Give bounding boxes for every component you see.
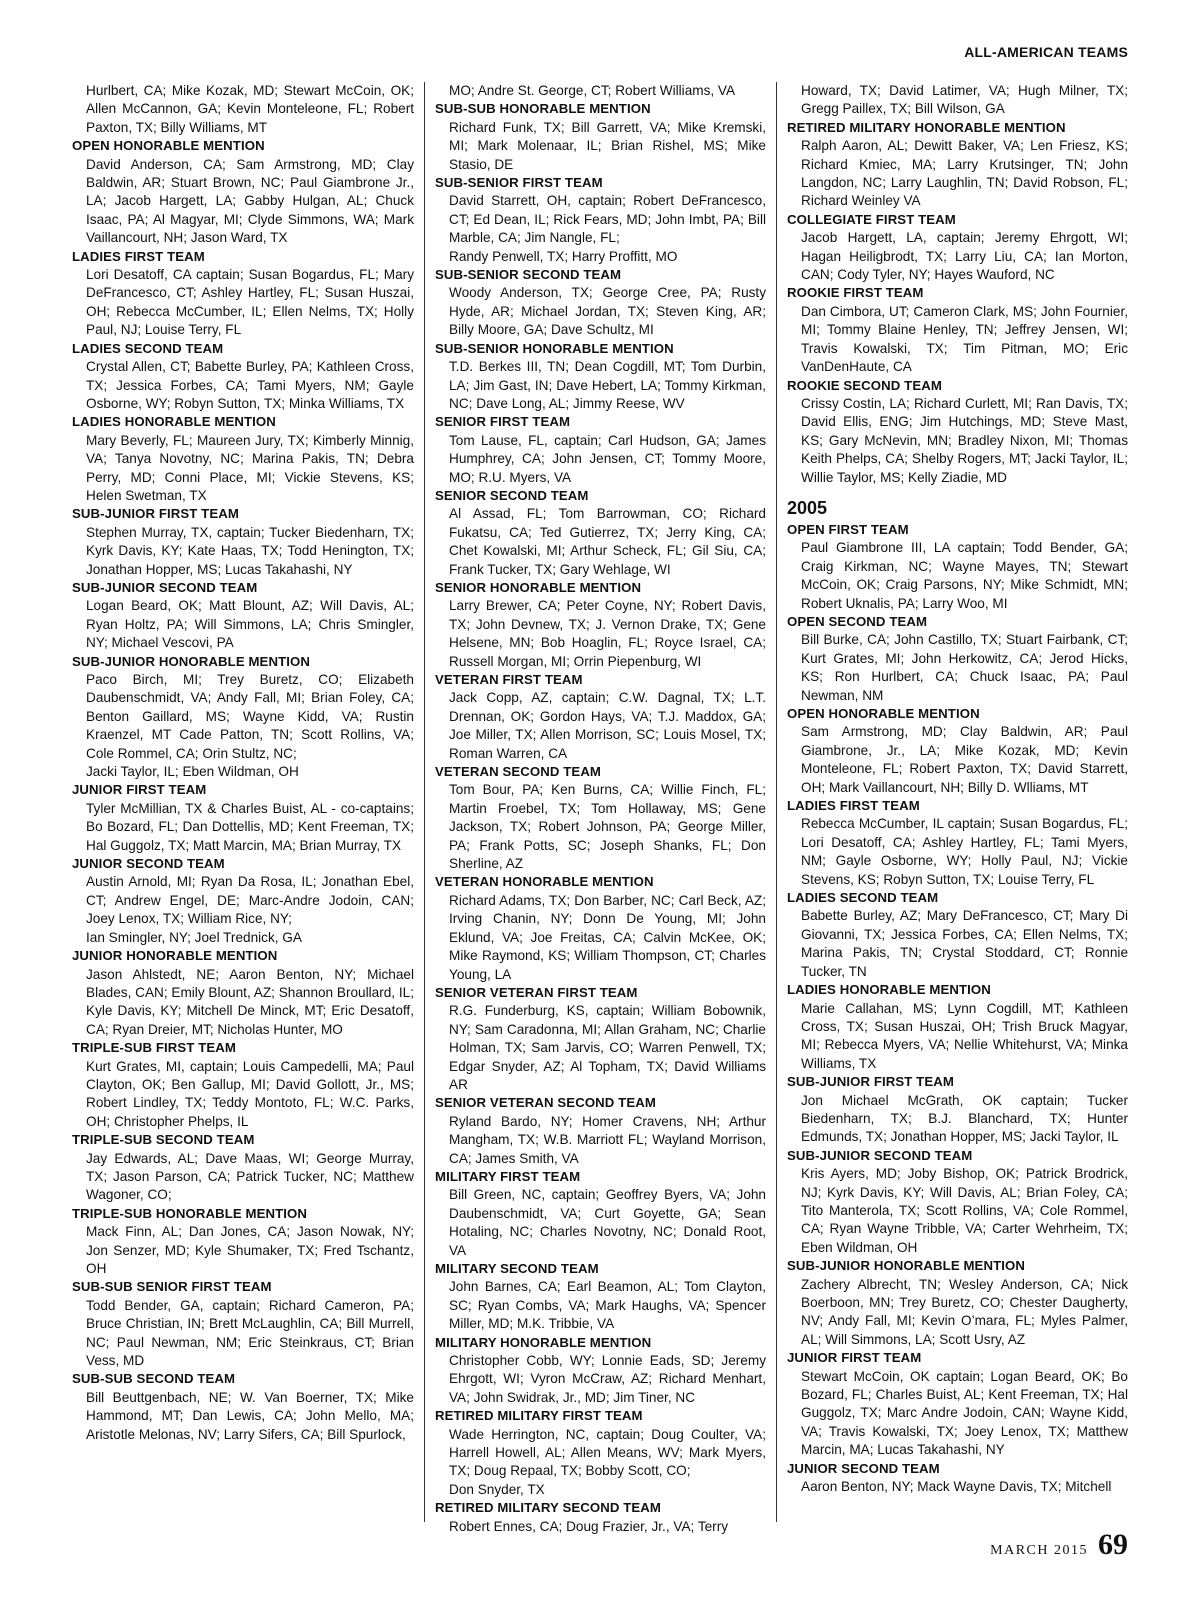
player-list: David Anderson, CA; Sam Armstrong, MD; Clay Baldwin, AR; Stuart Brown, NC; Paul Giambrone Jr., LA; Jacob Hargett, LA; Gabby Hulgan, AL; Chuck Isaac, PA; Al Magyar, MI; Clyde Simmons, WA; Mark Vaillancourt, NH; Jason Ward, TX [86, 156, 414, 246]
team-section [435, 579, 766, 671]
team-section [435, 174, 766, 248]
team-heading: SENIOR SECOND TEAM [435, 487, 589, 503]
team-section [787, 1257, 1128, 1349]
continued-entry [435, 1481, 766, 1499]
player-list: Randy Penwell, TX; Harry Proffitt, MO [449, 248, 678, 264]
team-heading: COLLEGIATE FIRST TEAM [787, 211, 956, 227]
player-list: Howard, TX; David Latimer, VA; Hugh Milner, TX; Gregg Paillex, TX; Bill Wilson, GA [801, 83, 1128, 117]
team-section [435, 1334, 766, 1408]
team-heading: LADIES SECOND TEAM [72, 340, 224, 356]
player-list: Don Snyder, TX [449, 1481, 545, 1497]
team-section [787, 797, 1128, 889]
team-heading: SENIOR FIRST TEAM [435, 414, 571, 430]
player-list: Jacob Hargett, LA, captain; Jeremy Ehrgott, WI; Hagan Heiligbrodt, TX; Larry Liu, CA; Ian Morton, CAN; Cody Tyler, NY; Hayes Wauford, NC [801, 230, 1128, 283]
article-columns [72, 82, 1128, 1534]
team-heading: MILITARY HONORABLE MENTION [435, 1334, 652, 1350]
player-list: Jacki Taylor, IL; Eben Wildman, OH [86, 764, 299, 780]
team-section [435, 1094, 766, 1168]
team-heading: ROOKIE FIRST TEAM [787, 285, 924, 301]
team-heading: SUB-SENIOR SECOND TEAM [435, 267, 622, 283]
player-list: Lori Desatoff, CA captain; Susan Bogardus, FL; Mary DeFrancesco, CT; Ashley Hartley, FL; Susan Huszai, OH; Rebecca McCumber, IL; Ellen Nelms, TX; Holly Paul, NJ; Louise Terry, FL [86, 267, 414, 338]
player-list: Bill Green, NC, captain; Geoffrey Byers, VA; John Daubenschmidt, VA; Curt Goyette, GA; Sean Hotaling, NC; Charles Novotny, NC; Donald Root, VA [449, 1187, 766, 1258]
player-list: Logan Beard, OK; Matt Blount, AZ; Will Davis, AL; Ryan Holtz, PA; Will Simmons, LA; Chris Smingler, NY; Michael Vescovi, PA [86, 598, 414, 651]
player-list: Jack Copp, AZ, captain; C.W. Dagnal, TX; L.T. Drennan, OK; Gordon Hays, VA; T.J. Maddox, GA; Joe Miller, TX; Allen Morrison, SC; Louis Mosel, TX; Roman Warren, CA [449, 690, 766, 761]
team-heading: SUB-SUB SENIOR FIRST TEAM [72, 1279, 272, 1295]
team-section [787, 705, 1128, 797]
continued-entry [787, 82, 1128, 119]
team-section [72, 653, 414, 763]
player-list: Al Assad, FL; Tom Barrowman, CO; Richard Fukatsu, CA; Ted Gutierrez, TX; Jerry King, CA; Chet Kowalski, MI; Arthur Scheck, FL; Gil Siu, CA; Frank Tucker, TX; Gary Wehlage, WI [449, 506, 766, 577]
team-section [72, 340, 414, 414]
player-list: Jason Ahlstedt, NE; Aaron Benton, NY; Michael Blades, CAN; Emily Blount, AZ; Shannon Broullard, IL; Kyle Davis, KY; Mitchell De Minck, MT; Eric Desatoff, CA; Ryan Dreier, MT; Nicholas Hunter, MO [86, 966, 414, 1037]
team-section [72, 1370, 414, 1444]
player-list: Paul Giambrone III, LA captain; Todd Bender, GA; Craig Kirkman, NC; Wayne Mayes, TN; Stewart McCoin, OK; Craig Parsons, NY; Mike Schmidt, MN; Robert Uknalis, PA; Larry Woo, MI [801, 540, 1128, 611]
team-section [72, 1039, 414, 1131]
team-section [787, 1147, 1128, 1257]
team-section [435, 763, 766, 873]
player-list: Richard Adams, TX; Don Barber, NC; Carl Beck, AZ; Irving Chanin, NY; Donn De Young, MI; John Eklund, VA; Joe Freitas, CA; Calvin McKee, OK; Mike Raymond, KS; William Thompson, CT; Charles Young, LA [449, 892, 766, 982]
team-heading: JUNIOR FIRST TEAM [787, 1350, 922, 1366]
player-list: Larry Brewer, CA; Peter Coyne, NY; Robert Davis, TX; John Devnew, TX; J. Vernon Drake, TX; Gene Helsene, MN; Bob Hoaglin, FL; Royce Israel, CA; Russell Morgan, MI; Orrin Piepenburg, WI [449, 598, 766, 669]
team-heading: LADIES HONORABLE MENTION [72, 414, 276, 430]
player-list: Bill Burke, CA; John Castillo, TX; Stuart Fairbank, CT; Kurt Grates, MI; John Herkowitz, CA; Jerod Hicks, KS; Ron Hurlbert, CA; Chuck Isaac, PA; Paul Newman, NM [801, 632, 1128, 703]
player-list: Ryland Bardo, NY; Homer Cravens, NH; Arthur Mangham, TX; W.B. Marriott FL; Wayland Morrison, CA; James Smith, VA [449, 1113, 766, 1166]
team-section [72, 579, 414, 653]
team-section [72, 855, 414, 929]
team-section [435, 340, 766, 414]
team-heading: SUB-JUNIOR FIRST TEAM [787, 1074, 954, 1090]
team-heading: SUB-JUNIOR SECOND TEAM [787, 1147, 973, 1163]
player-list: Robert Ennes, CA; Doug Frazier, Jr., VA; Terry [449, 1518, 729, 1534]
team-section [787, 211, 1128, 285]
player-list: Kurt Grates, MI, captain; Louis Campedelli, MA; Paul Clayton, OK; Ben Gallup, MI; David Gollott, Jr., MS; Robert Lindley, TX; Teddy Montoto, FL; W.C. Parks, OH; Christopher Phelps, IL [86, 1058, 414, 1129]
player-list: Bill Beuttgenbach, NE; W. Van Boerner, TX; Mike Hammond, MT; Dan Lewis, CA; John Mello, MA; Aristotle Melonas, NV; Larry Sifers, CA; Bill Spurlock, [86, 1389, 414, 1442]
team-section [72, 505, 414, 579]
team-section [787, 1073, 1128, 1147]
year-section [787, 497, 1128, 519]
team-section [72, 137, 414, 247]
player-list: Stephen Murray, TX, captain; Tucker Biedenharn, TX; Kyrk Davis, KY; Kate Haas, TX; Todd Henington, TX; Jonathan Hopper, MS; Lucas Takahashi, NY [86, 524, 414, 577]
team-section [787, 981, 1128, 1073]
continued-entry [435, 248, 766, 266]
team-heading: ROOKIE SECOND TEAM [787, 377, 942, 393]
team-section [72, 1205, 414, 1279]
team-section [435, 1499, 766, 1536]
team-heading: MILITARY SECOND TEAM [435, 1261, 599, 1276]
team-heading: OPEN HONORABLE MENTION [787, 706, 980, 721]
team-heading: VETERAN SECOND TEAM [435, 764, 602, 780]
player-list: Mary Beverly, FL; Maureen Jury, TX; Kimberly Minnig, VA; Tanya Novotny, NC; Marina Pakis, TN; Debra Perry, MD; Conni Place, MI; Vickie Stevens, KS; Helen Swetman, TX [86, 432, 414, 503]
team-heading: TRIPLE-SUB HONORABLE MENTION [72, 1205, 308, 1221]
team-heading: OPEN SECOND TEAM [787, 613, 928, 629]
team-heading: JUNIOR FIRST TEAM [72, 782, 207, 798]
player-list: Wade Herrington, NC, captain; Doug Coulter, VA; Harrell Howell, AL; Allen Means, WV; Mark Myers, TX; Doug Repaal, TX; Bobby Scott, CO; [449, 1426, 766, 1479]
team-section [787, 889, 1128, 981]
player-list: Stewart McCoin, OK captain; Logan Beard, OK; Bo Bozard, FL; Charles Buist, AL; Kent Freeman, TX; Hal Guggolz, TX; Marc Andre Jodoin, CAN; Wayne Kidd, VA; Travis Kowalski, TX; Joey Lenox, TX; Matthew Marcin, MA; Lucas Takahashi, NY [801, 1368, 1128, 1458]
team-section [435, 671, 766, 763]
team-heading: SUB-JUNIOR HONORABLE MENTION [787, 1258, 1025, 1274]
player-list: Austin Arnold, MI; Ryan Da Rosa, IL; Jonathan Ebel, CT; Andrew Engel, DE; Marc-Andre Jodoin, CAN; Joey Lenox, TX; William Rice, NY; [86, 874, 414, 927]
page-number: 69 [1098, 1528, 1128, 1561]
team-section [435, 873, 766, 983]
player-list: T.D. Berkes III, TN; Dean Cogdill, MT; Tom Durbin, LA; Jim Gast, IN; Dave Hebert, LA; Tommy Kirkman, NC; Dave Long, AL; Jimmy Reese, WV [449, 359, 766, 411]
player-list: MO; Andre St. George, CT; Robert Williams, VA [449, 83, 736, 98]
team-section [787, 1460, 1128, 1497]
team-heading: JUNIOR SECOND TEAM [72, 856, 225, 872]
continued-entry [435, 82, 766, 100]
team-section [435, 100, 766, 174]
team-heading: TRIPLE-SUB SECOND TEAM [72, 1132, 255, 1148]
team-section [435, 413, 766, 487]
team-section [72, 1131, 414, 1205]
player-list: Christopher Cobb, WY; Lonnie Eads, SD; Jeremy Ehrgott, WI; Vyron McCraw, AZ; Richard Menhart, VA; John Swidrak, Jr., MD; Jim Tiner, NC [449, 1353, 766, 1405]
player-list: Kris Ayers, MD; Joby Bishop, OK; Patrick Brodrick, NJ; Kyrk Davis, KY; Will Davis, AL; Brian Foley, CA; Tito Manterola, TX; Scott Rollins, VA; Cole Rommel, CA; Ryan Wayne Tribble, VA; Carter Wehrheim, TX; Eben Wildman, OH [801, 1166, 1128, 1255]
player-list: Jay Edwards, AL; Dave Maas, WI; George Murray, TX; Jason Parson, CA; Patrick Tucker, NC; Matthew Wagoner, CO; [86, 1150, 414, 1203]
team-heading: LADIES FIRST TEAM [787, 798, 920, 814]
team-heading: VETERAN HONORABLE MENTION [435, 874, 654, 890]
team-heading: LADIES HONORABLE MENTION [787, 982, 991, 998]
team-heading: SUB-JUNIOR SECOND TEAM [72, 579, 258, 595]
team-heading: JUNIOR HONORABLE MENTION [72, 948, 278, 964]
player-list: John Barnes, CA; Earl Beamon, AL; Tom Clayton, SC; Ryan Combs, VA; Mark Haughs, VA; Spencer Miller, MD; M.K. Tribbie, VA [449, 1279, 766, 1332]
player-list: Dan Cimbora, UT; Cameron Clark, MS; John Fournier, MI; Tommy Blaine Henley, TN; Jeffrey Jensen, WI; Travis Kowalski, TX; Tim Pitman, MO; Eric VanDenHaute, CA [801, 303, 1128, 375]
team-section [72, 1278, 414, 1370]
team-heading: LADIES SECOND TEAM [787, 890, 939, 906]
year-heading: 2005 [787, 497, 828, 518]
running-head: ALL-AMERICAN TEAMS [964, 44, 1128, 60]
team-section [435, 487, 766, 579]
player-list: David Starrett, OH, captain; Robert DeFrancesco, CT; Ed Dean, IL; Rick Fears, MD; John Imbt, PA; Bill Marble, CA; Jim Nangle, FL; [449, 193, 766, 246]
continued-entry [72, 82, 414, 137]
player-list: Mack Finn, AL; Dan Jones, CA; Jason Nowak, NY; Jon Senzer, MD; Kyle Shumaker, TX; Fred Tschantz, OH [86, 1224, 414, 1276]
player-list: Ian Smingler, NY; Joel Trednick, GA [86, 929, 302, 945]
team-heading: SENIOR VETERAN SECOND TEAM [435, 1095, 656, 1111]
team-section [787, 119, 1128, 211]
continued-entry [72, 929, 414, 947]
team-section [787, 284, 1128, 376]
column-2 [424, 82, 776, 1534]
player-list: Crystal Allen, CT; Babette Burley, PA; Kathleen Cross, TX; Jessica Forbes, CA; Tami Myers, NM; Gayle Osborne, WY; Robyn Sutton, TX; Minka Williams, TX [86, 359, 414, 411]
team-heading: SUB-SUB HONORABLE MENTION [435, 101, 651, 117]
player-list: Ralph Aaron, AL; Dewitt Baker, VA; Len Friesz, KS; Richard Kmiec, MA; Larry Krutsinger, TN; John Langdon, NC; Larry Laughlin, TN; David Robson, FL; Richard Weinley VA [801, 138, 1128, 209]
team-heading: SENIOR HONORABLE MENTION [435, 579, 642, 595]
team-section [435, 1260, 766, 1334]
issue-date: MARCH 2015 [990, 1543, 1088, 1558]
team-section [435, 1407, 766, 1481]
team-heading: JUNIOR SECOND TEAM [787, 1460, 940, 1476]
player-list: Marie Callahan, MS; Lynn Cogdill, MT; Kathleen Cross, TX; Susan Huszai, OH; Trish Bruck Magyar, MI; Rebecca Myers, VA; Nellie Whitehurst, VA; Minka Williams, TX [801, 1000, 1128, 1071]
player-list: Crissy Costin, LA; Richard Curlett, MI; Ran Davis, TX; David Ellis, ENG; Jim Hutchings, MD; Steve Mast, KS; Gary McNevin, MN; Bradley Nixon, MI; Thomas Keith Phelps, CA; Shelby Rogers, MT; Jacki Taylor, IL; Willie Taylor, MS; Kelly Ziadie, MD [801, 395, 1128, 485]
team-heading: SENIOR VETERAN FIRST TEAM [435, 984, 638, 1000]
continued-entry [72, 763, 414, 781]
player-list: Rebecca McCumber, IL captain; Susan Bogardus, FL; Lori Desatoff, CA; Ashley Hartley, FL; Tami Myers, NM; Gayle Osborne, WY; Holly Paul, NJ; Vickie Stevens, KS; Robyn Sutton, TX; Louise Terry, FL [801, 816, 1128, 887]
team-section [72, 781, 414, 855]
player-list: Zachery Albrecht, TN; Wesley Anderson, CA; Nick Boerboon, MN; Trey Buretz, CO; Chester Daugherty, NV; Andy Fall, MI; Kevin O’mara, FL; Myles Palmer, AL; Will Simmons, LA; Scott Usry, AZ [801, 1276, 1128, 1347]
team-heading: RETIRED MILITARY HONORABLE MENTION [787, 119, 1066, 135]
column-3 [776, 82, 1128, 1522]
team-section [787, 613, 1128, 705]
team-heading: OPEN HONORABLE MENTION [72, 138, 265, 154]
player-list: Babette Burley, AZ; Mary DeFrancesco, CT; Mary Di Giovanni, TX; Jessica Forbes, CA; Ellen Nelms, TX; Marina Pakis, TN; Crystal Stoddard, CT; Ronnie Tucker, TN [801, 908, 1128, 979]
team-heading: OPEN FIRST TEAM [787, 521, 909, 537]
player-list: Todd Bender, GA, captain; Richard Cameron, PA; Bruce Christian, IN; Brett McLaughlin, CA; Bill Murrell, NC; Paul Newman, NM; Eric Steinkraus, CT; Brian Vess, MD [86, 1297, 414, 1369]
team-section [72, 248, 414, 340]
player-list: Tom Bour, PA; Ken Burns, CA; Willie Finch, FL; Martin Froebel, TX; Tom Hollaway, MS; Gene Jackson, TX; Robert Johnson, PA; George Miller, PA; Frank Potts, SC; Joseph Shanks, FL; Don Sherline, AZ [449, 782, 766, 872]
team-section [787, 377, 1128, 487]
team-heading: RETIRED MILITARY SECOND TEAM [435, 1500, 662, 1516]
player-list: Sam Armstrong, MD; Clay Baldwin, AR; Paul Giambrone, Jr., LA; Mike Kozak, MD; Kevin Monteleone, FL; Robert Paxton, TX; David Starrett, OH; Mark Vaillancourt, NH; Billy D. Wlliams, MT [801, 724, 1128, 795]
team-heading: SUB-JUNIOR HONORABLE MENTION [72, 653, 310, 669]
team-heading: SUB-SENIOR FIRST TEAM [435, 175, 603, 191]
team-heading: LADIES FIRST TEAM [72, 248, 205, 264]
player-list: Jon Michael McGrath, OK captain; Tucker Biedenharn, TX; B.J. Blanchard, TX; Hunter Edmunds, TX; Jonathan Hopper, MS; Jacki Taylor, IL [801, 1092, 1128, 1145]
team-section [435, 984, 766, 1094]
team-heading: TRIPLE-SUB FIRST TEAM [72, 1040, 237, 1056]
player-list: Hurlbert, CA; Mike Kozak, MD; Stewart McCoin, OK; Allen McCannon, GA; Kevin Monteleone, FL; Robert Paxton, TX; Billy Williams, MT [86, 83, 414, 135]
player-list: Tyler McMillian, TX & Charles Buist, AL - co-captains; Bo Bozard, FL; Dan Dottellis, MD; Kent Freeman, TX; Hal Guggolz, TX; Matt Marcin, MA; Brian Murray, TX [86, 800, 414, 853]
team-section [787, 521, 1128, 613]
team-section [435, 266, 766, 340]
player-list: R.G. Funderburg, KS, captain; William Bobownik, NY; Sam Caradonna, MI; Allan Graham, NC; Charlie Holman, TX; Sam Jarvis, CO; Warren Penwell, TX; Edgar Snyder, AZ; Al Topham, TX; David Williams AR [449, 1003, 766, 1092]
team-heading: MILITARY FIRST TEAM [435, 1168, 581, 1184]
team-section [72, 947, 414, 1039]
team-section [787, 1349, 1128, 1459]
team-heading: SUB-SENIOR HONORABLE MENTION [435, 340, 674, 356]
player-list: Woody Anderson, TX; George Cree, PA; Rusty Hyde, AR; Michael Jordan, TX; Steven King, AR; Billy Moore, GA; Dave Schultz, MI [449, 285, 766, 338]
player-list: Aaron Benton, NY; Mack Wayne Davis, TX; Mitchell [801, 1479, 1112, 1495]
team-section [72, 413, 414, 505]
page-footer [990, 1528, 1128, 1562]
player-list: Richard Funk, TX; Bill Garrett, VA; Mike Kremski, MI; Mark Molenaar, IL; Brian Rishel, MS; Mike Stasio, DE [449, 119, 766, 172]
team-heading: RETIRED MILITARY FIRST TEAM [435, 1408, 643, 1424]
team-heading: SUB-JUNIOR FIRST TEAM [72, 506, 239, 522]
team-heading: SUB-SUB SECOND TEAM [72, 1371, 236, 1387]
player-list: Paco Birch, MI; Trey Buretz, CO; Elizabeth Daubenschmidt, VA; Andy Fall, MI; Brian Foley, CA; Benton Gaillard, MS; Wayne Kidd, VA; Rustin Kraenzel, MT Cade Patton, TN; Scott Rollins, VA; Cole Rommel, CA; Orin Stultz, NC; [86, 672, 414, 761]
team-section [435, 1168, 766, 1260]
column-1 [72, 82, 424, 1522]
player-list: Tom Lause, FL, captain; Carl Hudson, GA; James Humphrey, CA; John Jensen, CT; Tommy Moore, MO; R.U. Myers, VA [449, 432, 766, 485]
team-heading: VETERAN FIRST TEAM [435, 672, 583, 687]
